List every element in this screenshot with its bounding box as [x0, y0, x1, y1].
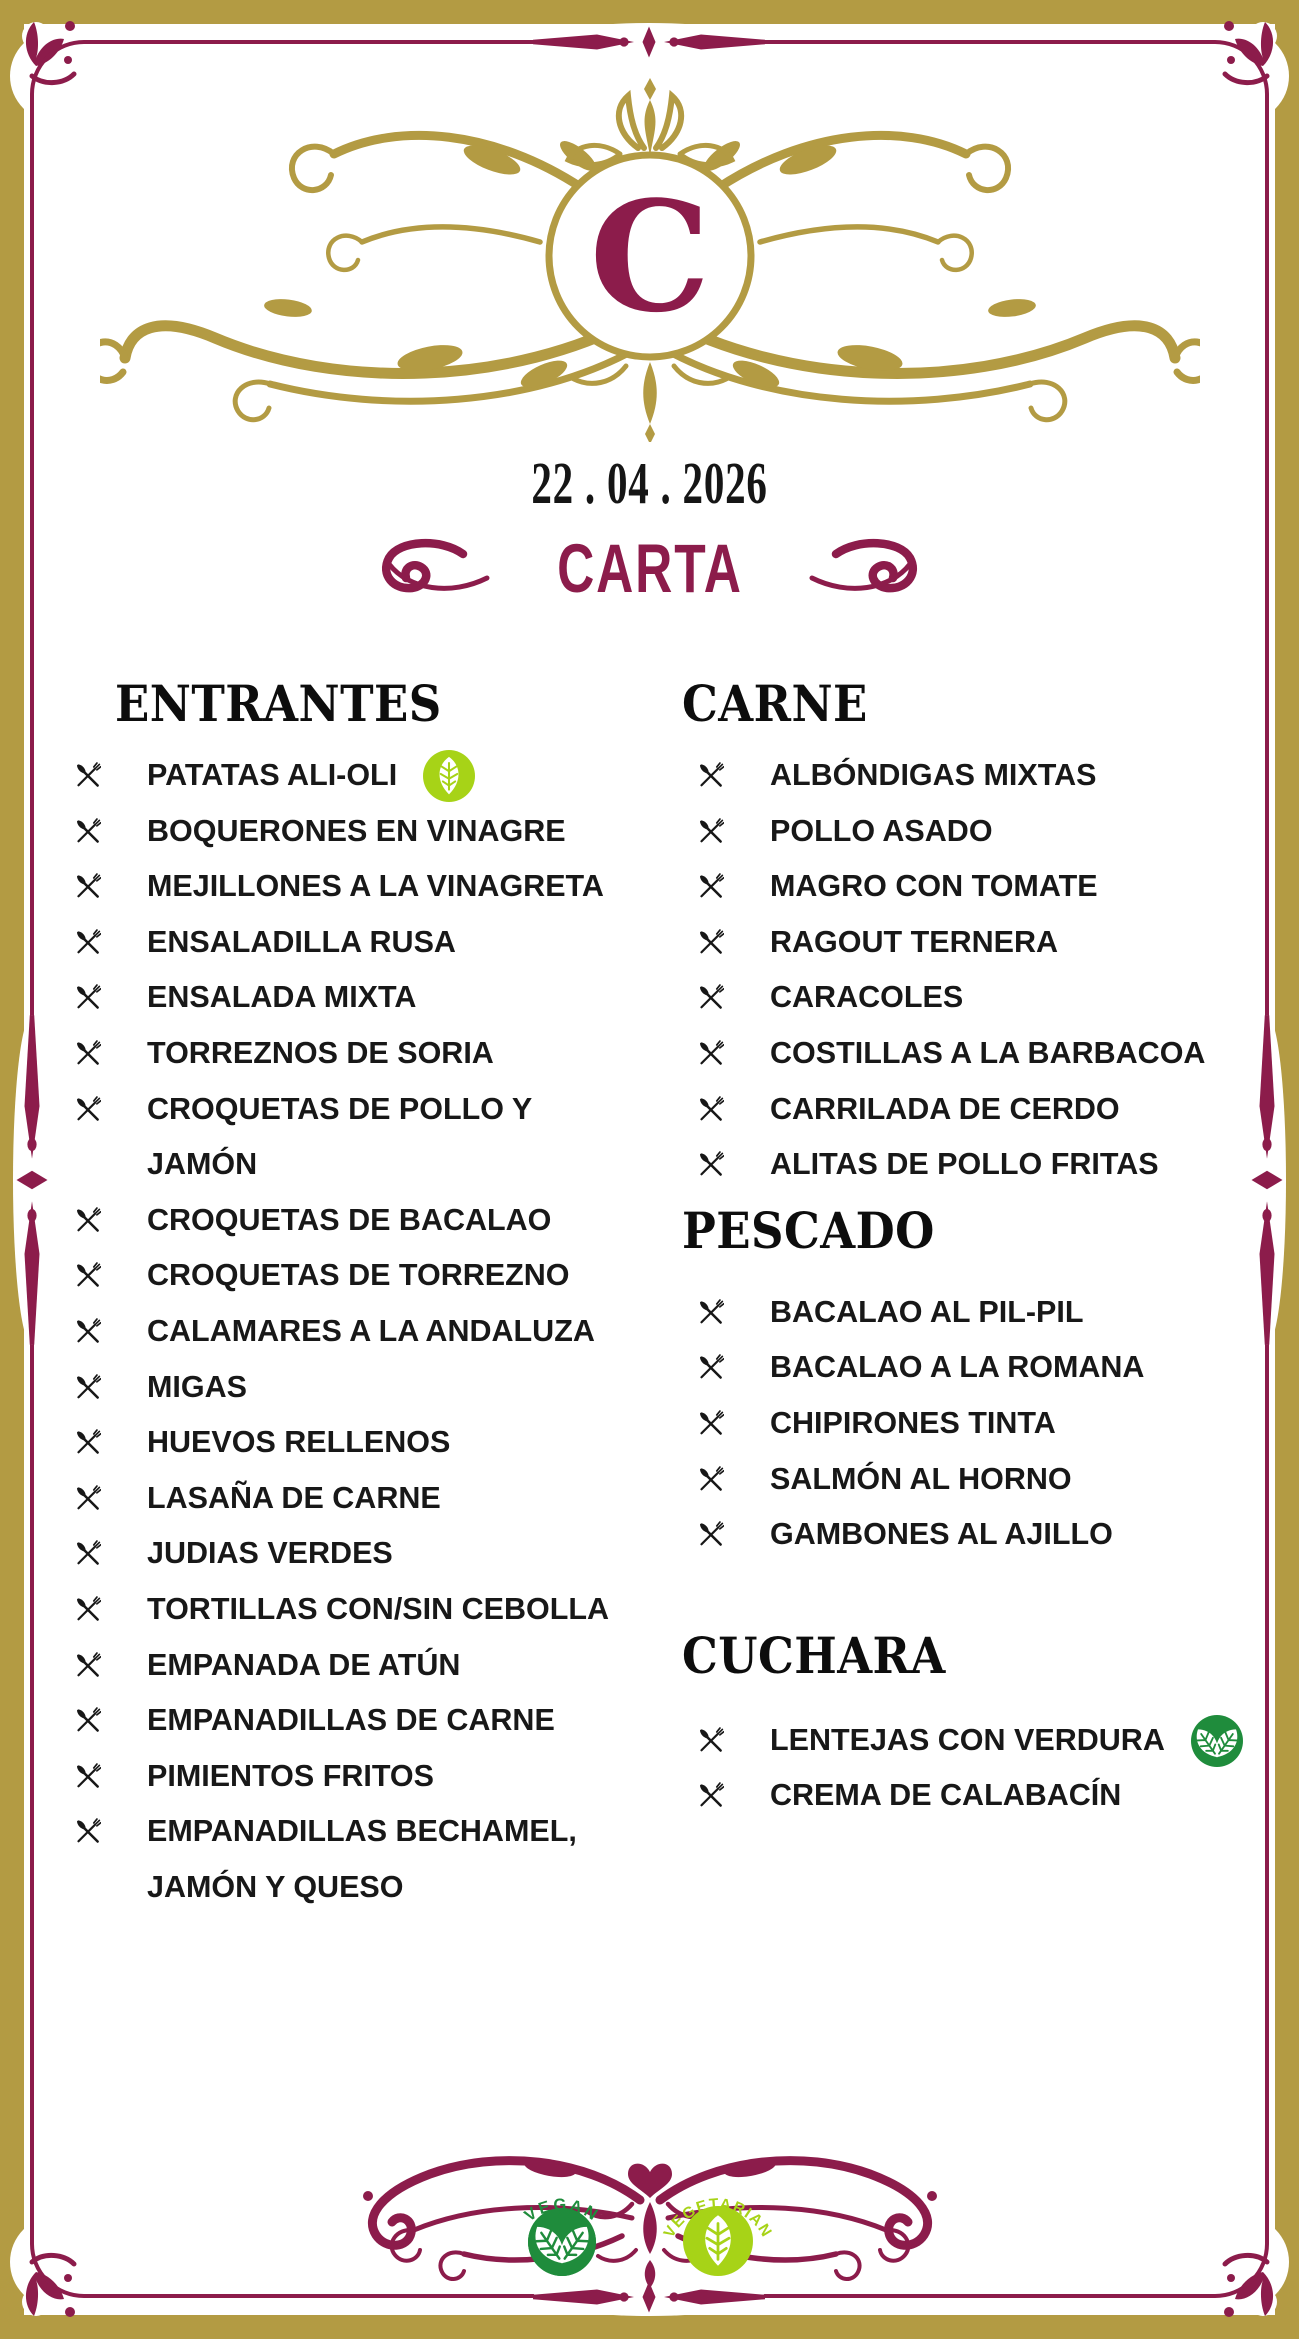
menu-date: 22 . 04 . 2026 [531, 450, 768, 516]
item-label: MAGRO CON TOMATE [770, 869, 1098, 904]
menu-item [70, 1749, 610, 1805]
fork-knife-icon [74, 1596, 101, 1623]
scroll-flourish-icon [808, 538, 936, 600]
fork-knife-icon [74, 1540, 101, 1567]
menu-item [70, 804, 610, 860]
diet-badge [423, 750, 475, 802]
item-label: POLLO ASADO [770, 813, 993, 848]
item-label: GAMBONES AL AJILLO [770, 1517, 1113, 1552]
menu-section [645, 1612, 1245, 1824]
menu-item [645, 1285, 1245, 1341]
item-label: CARRILADA DE CERDO [770, 1091, 1120, 1126]
section-title: CUCHARA [682, 1625, 946, 1685]
item-label: MEJILLONES A LA VINAGRETA [147, 869, 604, 904]
item-label: RAGOUT TERNERA [770, 924, 1059, 959]
title-row [0, 529, 1299, 607]
item-label: EMPANADILLAS BECHAMEL, JAMÓN Y QUESO [147, 1814, 577, 1904]
fork-knife-icon [74, 1707, 101, 1734]
item-label: CROQUETAS DE TORREZNO [147, 1258, 570, 1293]
menu-item [645, 915, 1245, 971]
menu-item [70, 1304, 610, 1360]
fork-knife-icon [697, 1096, 724, 1123]
item-label: ENSALADILLA RUSA [147, 924, 456, 959]
item-label: HUEVOS RELLENOS [147, 1425, 451, 1460]
menu-item [645, 1137, 1245, 1193]
fork-knife-icon [74, 1652, 101, 1679]
fork-knife-icon [697, 1727, 724, 1754]
monogram-letter: C [589, 167, 711, 346]
item-label: ALITAS DE POLLO FRITAS [770, 1147, 1159, 1182]
fork-knife-icon [697, 929, 724, 956]
menu-item [70, 1471, 610, 1527]
fork-knife-icon [74, 1096, 101, 1123]
fork-knife-icon [74, 762, 101, 789]
item-label: LENTEJAS CON VERDURA [770, 1722, 1165, 1757]
fork-knife-icon [74, 1429, 101, 1456]
diamond-edge-ornament-icon [529, 20, 769, 64]
menu-column-left [70, 660, 610, 1915]
fork-knife-icon [697, 984, 724, 1011]
menu-item [70, 1526, 610, 1582]
item-label: EMPANADILLAS DE CARNE [147, 1703, 555, 1738]
item-label: LASAÑA DE CARNE [147, 1480, 441, 1515]
item-label: CROQUETAS DE BACALAO [147, 1202, 552, 1237]
scroll-flourish-icon [363, 538, 491, 600]
menu-item [645, 1452, 1245, 1508]
vegan-label: VEGAN [521, 2195, 603, 2226]
item-label: BOQUERONES EN VINAGRE [147, 813, 566, 848]
item-label: BACALAO AL PIL-PIL [770, 1294, 1084, 1329]
item-label: ALBÓNDIGAS MIXTAS [770, 758, 1097, 792]
page-title: CARTA [556, 529, 743, 607]
item-label: SALMÓN AL HORNO [770, 1461, 1072, 1496]
item-label: CROQUETAS DE POLLO Y JAMÓN [147, 1091, 532, 1182]
fork-knife-icon [74, 929, 101, 956]
menu-item [645, 804, 1245, 860]
fork-knife-icon [697, 1410, 724, 1437]
vegetarian-badge [652, 2175, 784, 2307]
item-label: COSTILLAS A LA BARBACOA [770, 1035, 1206, 1070]
section-items [70, 748, 610, 1915]
menu-item [70, 1804, 610, 1915]
fork-knife-icon [697, 1521, 724, 1548]
item-label: PIMIENTOS FRITOS [147, 1758, 434, 1793]
item-label: ENSALADA MIXTA [147, 980, 417, 1015]
item-label: TORREZNOS DE SORIA [147, 1035, 494, 1070]
item-label: CREMA DE CALABACÍN [770, 1778, 1122, 1813]
menu-item [645, 1713, 1245, 1769]
menu-item [645, 1082, 1245, 1138]
menu-section [70, 660, 610, 1915]
diet-badge [1191, 1715, 1243, 1767]
fork-knife-icon [74, 873, 101, 900]
fork-knife-icon [697, 873, 724, 900]
menu-section [645, 660, 1245, 1193]
menu-item [70, 1360, 610, 1416]
menu-item [70, 1415, 610, 1471]
vegan-badge [496, 2176, 628, 2308]
section-title: ENTRANTES [115, 674, 442, 733]
item-label: MIGAS [147, 1369, 247, 1404]
item-label: JUDIAS VERDES [147, 1536, 393, 1571]
menu-item [70, 1193, 610, 1249]
item-label: BACALAO A LA ROMANA [770, 1350, 1145, 1385]
menu-item [70, 970, 610, 1026]
item-label: EMPANADA DE ATÚN [147, 1647, 461, 1682]
section-items [645, 1713, 1245, 1824]
item-label: CALAMARES A LA ANDALUZA [147, 1313, 595, 1348]
fork-knife-icon [697, 1782, 724, 1809]
menu-column-right [645, 660, 1245, 1824]
footer-flourish [330, 2138, 970, 2288]
menu-item [645, 748, 1245, 804]
menu-item [70, 1582, 610, 1638]
fork-knife-icon [74, 1374, 101, 1401]
fork-knife-icon [74, 1262, 101, 1289]
fork-knife-icon [697, 762, 724, 789]
menu-item [645, 859, 1245, 915]
menu-item [70, 1248, 610, 1304]
fork-knife-icon [697, 818, 724, 845]
fork-knife-icon [74, 1763, 101, 1790]
diamond-edge-ornament-icon [1245, 1010, 1289, 1351]
diamond-edge-ornament-icon [10, 1010, 54, 1351]
fork-knife-icon [74, 1485, 101, 1512]
menu-item [70, 1693, 610, 1749]
section-items [645, 1285, 1245, 1563]
fork-knife-icon [74, 1318, 101, 1345]
item-label: CHIPIRONES TINTA [770, 1405, 1056, 1440]
monogram-crest [100, 70, 1200, 442]
menu-item [645, 1768, 1245, 1824]
fork-knife-icon [697, 1354, 724, 1381]
menu-item [70, 1026, 610, 1082]
menu-item [645, 970, 1245, 1026]
fork-knife-icon [697, 1299, 724, 1326]
fork-knife-icon [74, 984, 101, 1011]
item-label: PATATAS ALI-OLI [147, 758, 398, 792]
section-title: PESCADO [682, 1200, 935, 1260]
fork-knife-icon [697, 1466, 724, 1493]
menu-item [645, 1507, 1245, 1563]
fork-knife-icon [74, 1040, 101, 1067]
menu-item [70, 1082, 610, 1193]
menu-item [70, 859, 610, 915]
section-title: CARNE [682, 674, 868, 733]
menu-item [70, 1638, 610, 1694]
menu-item [70, 748, 610, 804]
fork-knife-icon [74, 1207, 101, 1234]
menu-item [70, 915, 610, 971]
fork-knife-icon [697, 1151, 724, 1178]
fork-knife-icon [74, 1818, 101, 1845]
fork-knife-icon [697, 1040, 724, 1067]
fork-knife-icon [74, 818, 101, 845]
menu-item [645, 1026, 1245, 1082]
vegetarian-label: VEGETARIAN [660, 2195, 776, 2241]
item-label: TORTILLAS CON/SIN CEBOLLA [147, 1591, 610, 1626]
menu-item [645, 1340, 1245, 1396]
menu-item [645, 1396, 1245, 1452]
section-items [645, 748, 1245, 1193]
menu-section [645, 1187, 1245, 1563]
item-label: CARACOLES [770, 980, 964, 1015]
